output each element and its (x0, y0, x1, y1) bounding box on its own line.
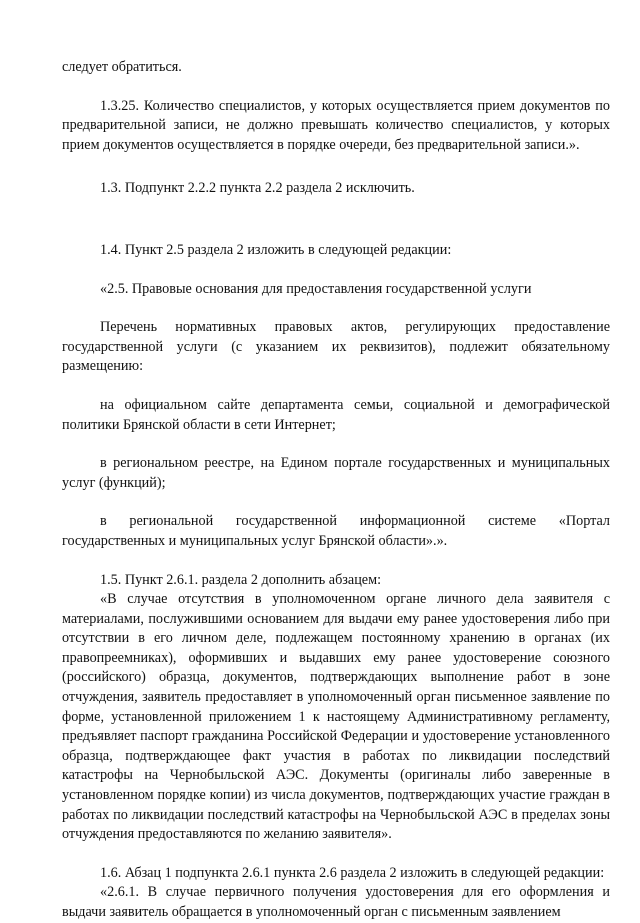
document-page (62, 58, 610, 923)
paragraph-2-5-heading: «2.5. Правовые основания для предоставления государственной услуги (100, 280, 532, 297)
paragraph-1-5: 1.5. Пункт 2.6.1. раздела 2 дополнить абзацем: (100, 571, 382, 588)
paragraph-legal-acts: Перечень нормативных правовых актов, регулирующих предоставление государственной услуги (с указанием их реквизитов), подлежит обязательному размещению: (62, 319, 610, 375)
paragraph-1-3: 1.3. Подпункт 2.2.2 пункта 2.2 раздела 2 исключить. (100, 180, 415, 197)
paragraph-regional-system: в региональной государственной информационной системе «Портал государственных и муниципальных услуг Брянской области».». (62, 513, 610, 549)
paragraph-regional-registry: в региональном реестре, на Едином портале государственных и муниципальных услуг (функций); (62, 455, 610, 491)
paragraph-1-4: 1.4. Пункт 2.5 раздела 2 изложить в следующей редакции: (100, 241, 452, 258)
paragraph-continuation: следует обратиться. (62, 59, 182, 75)
paragraph-1-6: 1.6. Абзац 1 подпункта 2.6.1 пункта 2.6 раздела 2 изложить в следующей редакции: (100, 864, 605, 881)
paragraph-1-3-25: 1.3.25. Количество специалистов, у которых осуществляется прием документов по предварительной записи, не должно превышать количество специалистов, у которых прием документов осуществляется в порядке очереди, без предварительной записи.». (62, 97, 610, 153)
paragraph-2-6-1: «2.6.1. В случае первичного получения удостоверения для его оформления и выдачи заявитель обращается в уполномоченный орган с письменным заявлением (62, 884, 610, 920)
paragraph-addendum: «В случае отсутствия в уполномоченном органе личного дела заявителя с материалами, послужившими основанием для выдачи ему ранее удостоверения либо при отсутствии в его личном деле, подлежащем постоянному хранению в органах (их правопреемниках), оформивших и выдавших ему ранее удостоверение союзного (российского) образца, документов, подтверждающих выполнение работ в зоне отчуждения, заявитель предоставляет в уполномоченный орган письменное заявление по форме, установленной приложением 1 к настоящему Административному регламенту, предъявляет паспорт гражданина Российской Федерации и удостоверение установленного образца, подтверждающее факт участия в работах по ликвидации последствий катастрофы на Чернобыльской АЭС. Документы (оригиналы либо заверенные в установленном порядке копии) из числа документов, подтверждающих участие граждан в работах по ликвидации последствий катастрофы на Чернобыльской АЭС в пределах зоны отчуждения предоставляются по желанию заявителя». (62, 591, 610, 843)
paragraph-official-site: на официальном сайте департамента семьи, социальной и демографической политики Брянской области в сети Интернет; (62, 396, 610, 433)
